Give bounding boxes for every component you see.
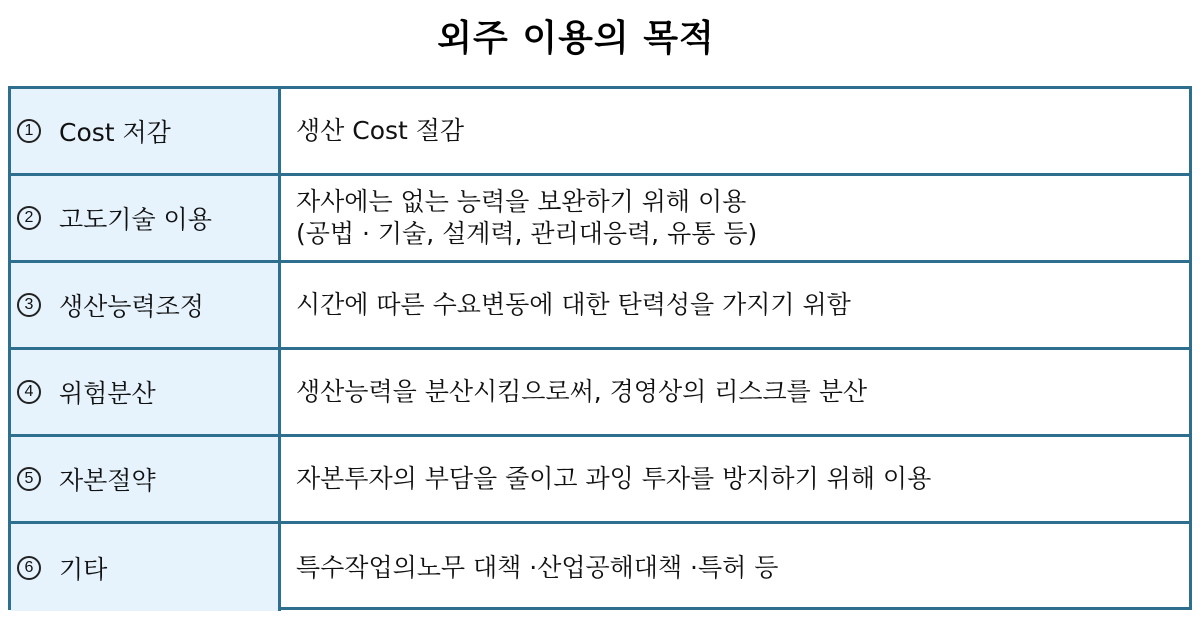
table-row [11, 350, 1189, 437]
row-description-cell [296, 176, 1179, 260]
row-header-cell [11, 176, 281, 260]
row-description [296, 376, 1179, 408]
row-description [296, 186, 1179, 250]
row-description-cell [296, 350, 1179, 434]
table-row [11, 89, 1189, 176]
row-header-cell [11, 524, 281, 611]
table-row [11, 263, 1189, 350]
row-description [296, 289, 1179, 321]
row-header-cell [11, 263, 281, 347]
row-header-cell [11, 89, 281, 173]
row-description-cell [296, 524, 1179, 611]
circled-number-icon: 2 [17, 206, 41, 230]
circled-number-icon: 6 [17, 556, 41, 580]
description-line: 자본투자의 부담을 줄이고 과잉 투자를 방지하기 위해 이용 [296, 464, 932, 493]
row-description-cell [296, 89, 1179, 173]
row-header-cell [11, 437, 281, 521]
description-line: 자사에는 없는 능력을 보완하기 위해 이용 [296, 187, 747, 216]
circled-number-icon: 5 [17, 467, 41, 491]
description-line: 생산 Cost 절감 [296, 116, 465, 145]
row-label: 기타 [59, 554, 108, 584]
page-title: 외주 이용의 목적 [437, 18, 715, 59]
circled-number-icon: 3 [17, 293, 41, 317]
description-line: 시간에 따른 수요변동에 대한 탄력성을 가지기 위함 [296, 290, 851, 319]
circled-number-icon: 4 [17, 380, 41, 404]
row-description-cell [296, 437, 1179, 521]
row-label: 자본절약 [59, 466, 156, 495]
row-header-cell [11, 350, 281, 434]
row-description [296, 463, 1179, 495]
row-description-cell [296, 263, 1179, 347]
description-line: 생산능력을 분산시킴으로써, 경영상의 리스크를 분산 [296, 377, 868, 406]
row-label: Cost 저감 [59, 118, 171, 147]
row-label: 위험분산 [59, 379, 156, 408]
purpose-table [8, 86, 1192, 610]
row-label: 고도기술 이용 [59, 205, 212, 234]
table-row [11, 437, 1189, 524]
table-row [11, 524, 1189, 611]
description-line: 특수작업의노무 대책 ·산업공해대책 ·특허 등 [296, 552, 779, 582]
row-description [296, 552, 1179, 584]
circled-number-icon: 1 [17, 119, 41, 143]
description-line: (공법 · 기술, 설계력, 관리대응력, 유통 등) [296, 219, 758, 248]
row-label: 생산능력조정 [59, 292, 204, 321]
row-description [296, 115, 1179, 147]
table-row [11, 176, 1189, 263]
